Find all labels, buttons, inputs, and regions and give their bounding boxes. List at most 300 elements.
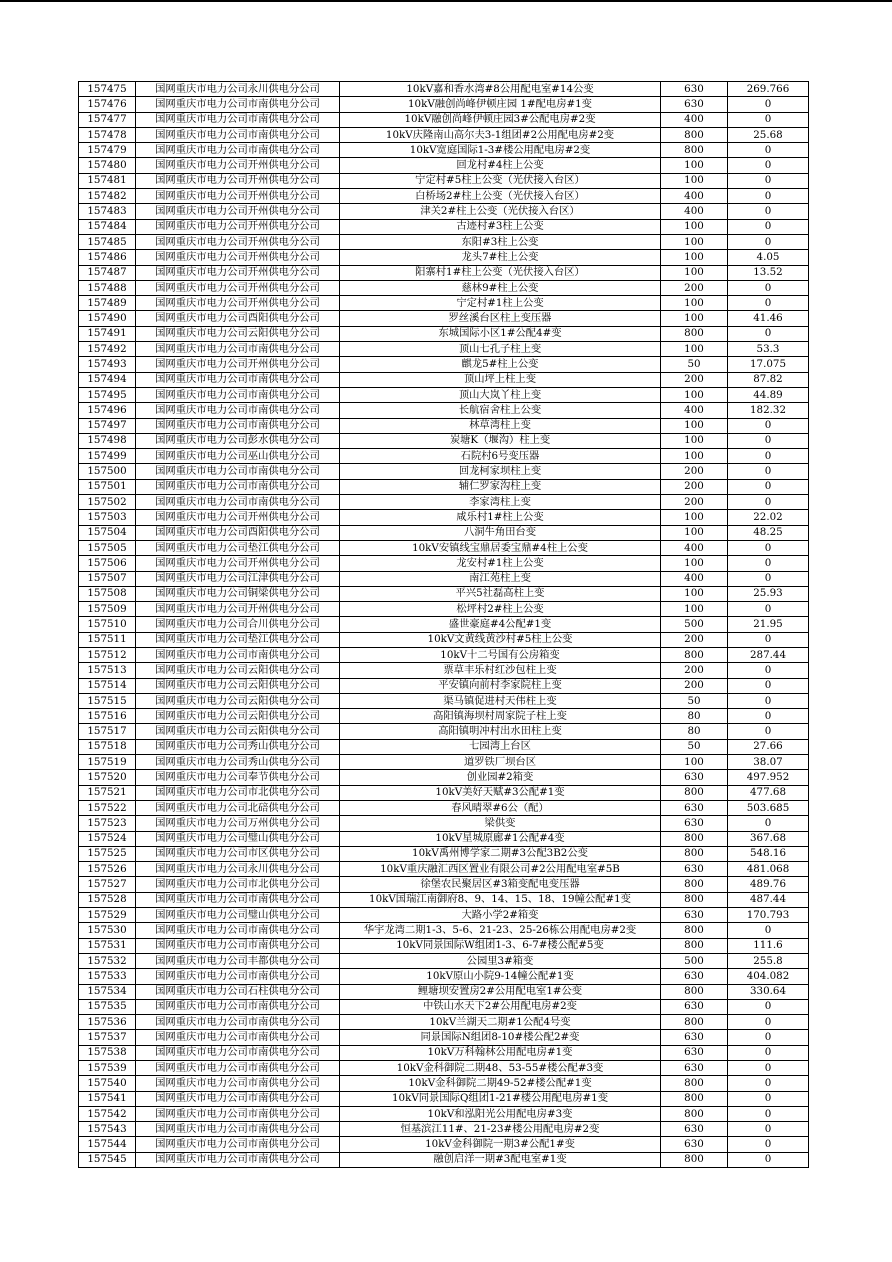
company-cell: 国网重庆市电力公司市南供电分公司 xyxy=(136,418,340,433)
value-cell: 0 xyxy=(728,97,809,112)
value-cell: 38.07 xyxy=(728,755,809,770)
transformer-name-cell: 东阳#3柱上公变 xyxy=(340,234,661,249)
capacity-cell: 100 xyxy=(661,342,728,357)
row-id-cell: 157544 xyxy=(79,1137,136,1152)
row-id-cell: 157492 xyxy=(79,342,136,357)
row-id-cell: 157533 xyxy=(79,969,136,984)
company-cell: 国网重庆市电力公司开州供电分公司 xyxy=(136,357,340,372)
transformer-name-cell: 辅仁罗家沟柱上变 xyxy=(340,479,661,494)
capacity-cell: 800 xyxy=(661,938,728,953)
company-cell: 国网重庆市电力公司市南供电分公司 xyxy=(136,1152,340,1167)
transformer-name-cell: 罗丝溪台区柱上变压器 xyxy=(340,311,661,326)
row-id-cell: 157479 xyxy=(79,143,136,158)
capacity-cell: 400 xyxy=(661,540,728,555)
value-cell: 0 xyxy=(728,709,809,724)
company-cell: 国网重庆市电力公司市南供电分公司 xyxy=(136,923,340,938)
transformer-name-cell: 10kV重庆融汇西区置业有限公司#2公用配电室#5B xyxy=(340,862,661,877)
value-cell: 548.16 xyxy=(728,846,809,861)
row-id-cell: 157524 xyxy=(79,831,136,846)
table-row xyxy=(79,602,809,617)
capacity-cell: 80 xyxy=(661,709,728,724)
table-row xyxy=(79,846,809,861)
transformer-name-cell: 10kV融创尚峰伊顿庄园3#公配电房#2变 xyxy=(340,112,661,127)
value-cell: 0 xyxy=(728,693,809,708)
value-cell: 0 xyxy=(728,1137,809,1152)
capacity-cell: 100 xyxy=(661,449,728,464)
capacity-cell: 100 xyxy=(661,234,728,249)
page-top-border xyxy=(0,0,892,2)
capacity-cell: 100 xyxy=(661,586,728,601)
capacity-cell: 200 xyxy=(661,372,728,387)
capacity-cell: 100 xyxy=(661,755,728,770)
value-cell: 0 xyxy=(728,189,809,204)
row-id-cell: 157486 xyxy=(79,250,136,265)
value-cell: 0 xyxy=(728,1152,809,1167)
value-cell: 0 xyxy=(728,326,809,341)
value-cell: 0 xyxy=(728,495,809,510)
table-row xyxy=(79,739,809,754)
company-cell: 国网重庆市电力公司市南供电分公司 xyxy=(136,1045,340,1060)
value-cell: 0 xyxy=(728,464,809,479)
company-cell: 国网重庆市电力公司市南供电分公司 xyxy=(136,143,340,158)
capacity-cell: 400 xyxy=(661,403,728,418)
value-cell: 0 xyxy=(728,280,809,295)
table-row xyxy=(79,693,809,708)
row-id-cell: 157487 xyxy=(79,265,136,280)
value-cell: 0 xyxy=(728,678,809,693)
capacity-cell: 100 xyxy=(661,219,728,234)
company-cell: 国网重庆市电力公司市南供电分公司 xyxy=(136,387,340,402)
row-id-cell: 157519 xyxy=(79,755,136,770)
transformer-name-cell: 八洞牛角田台变 xyxy=(340,525,661,540)
transformer-name-cell: 回龙柯家坝柱上变 xyxy=(340,464,661,479)
company-cell: 国网重庆市电力公司云阳供电分公司 xyxy=(136,709,340,724)
value-cell: 0 xyxy=(728,1061,809,1076)
row-id-cell: 157515 xyxy=(79,693,136,708)
transformer-name-cell: 松坪村2#柱上公变 xyxy=(340,602,661,617)
table-row xyxy=(79,387,809,402)
table-row xyxy=(79,403,809,418)
table-row xyxy=(79,969,809,984)
row-id-cell: 157531 xyxy=(79,938,136,953)
company-cell: 国网重庆市电力公司万州供电分公司 xyxy=(136,816,340,831)
capacity-cell: 100 xyxy=(661,525,728,540)
table-row xyxy=(79,632,809,647)
value-cell: 170.793 xyxy=(728,908,809,923)
row-id-cell: 157520 xyxy=(79,770,136,785)
table-row xyxy=(79,479,809,494)
row-id-cell: 157508 xyxy=(79,586,136,601)
company-cell: 国网重庆市电力公司开州供电分公司 xyxy=(136,602,340,617)
transformer-name-cell: 平兴5社磊高柱上变 xyxy=(340,586,661,601)
transformer-name-cell: 票草丰乐村红沙包柱上变 xyxy=(340,663,661,678)
table-row xyxy=(79,953,809,968)
company-cell: 国网重庆市电力公司市南供电分公司 xyxy=(136,969,340,984)
table-row xyxy=(79,984,809,999)
table-row xyxy=(79,800,809,815)
company-cell: 国网重庆市电力公司奉节供电分公司 xyxy=(136,770,340,785)
company-cell: 国网重庆市电力公司开州供电分公司 xyxy=(136,510,340,525)
row-id-cell: 157490 xyxy=(79,311,136,326)
row-id-cell: 157517 xyxy=(79,724,136,739)
transformer-name-cell: 10kV十二号国有公房箱变 xyxy=(340,647,661,662)
company-cell: 国网重庆市电力公司市南供电分公司 xyxy=(136,1015,340,1030)
capacity-cell: 200 xyxy=(661,280,728,295)
row-id-cell: 157545 xyxy=(79,1152,136,1167)
company-cell: 国网重庆市电力公司云阳供电分公司 xyxy=(136,678,340,693)
table-row xyxy=(79,357,809,372)
capacity-cell: 100 xyxy=(661,250,728,265)
company-cell: 国网重庆市电力公司市南供电分公司 xyxy=(136,1106,340,1121)
transformer-name-cell: 10kV文黄线黄沙村#5柱上公变 xyxy=(340,632,661,647)
capacity-cell: 400 xyxy=(661,112,728,127)
capacity-cell: 400 xyxy=(661,189,728,204)
table-row xyxy=(79,1137,809,1152)
table-row xyxy=(79,219,809,234)
value-cell: 0 xyxy=(728,143,809,158)
capacity-cell: 630 xyxy=(661,1045,728,1060)
table-row xyxy=(79,571,809,586)
capacity-cell: 630 xyxy=(661,97,728,112)
value-cell: 0 xyxy=(728,1076,809,1091)
row-id-cell: 157478 xyxy=(79,127,136,142)
capacity-cell: 100 xyxy=(661,173,728,188)
value-cell: 0 xyxy=(728,296,809,311)
value-cell: 269.766 xyxy=(728,82,809,97)
company-cell: 国网重庆市电力公司开州供电分公司 xyxy=(136,556,340,571)
company-cell: 国网重庆市电力公司铜梁供电分公司 xyxy=(136,586,340,601)
capacity-cell: 630 xyxy=(661,1137,728,1152)
table-row xyxy=(79,1091,809,1106)
company-cell: 国网重庆市电力公司开州供电分公司 xyxy=(136,250,340,265)
company-cell: 国网重庆市电力公司市南供电分公司 xyxy=(136,372,340,387)
value-cell: 21.95 xyxy=(728,617,809,632)
row-id-cell: 157504 xyxy=(79,525,136,540)
value-cell: 487.44 xyxy=(728,892,809,907)
transformer-name-cell: 10kV庆隆南山高尔夫3-1组团#2公用配电房#2变 xyxy=(340,127,661,142)
row-id-cell: 157540 xyxy=(79,1076,136,1091)
company-cell: 国网重庆市电力公司秀山供电分公司 xyxy=(136,739,340,754)
row-id-cell: 157503 xyxy=(79,510,136,525)
transformer-name-cell: 10kV同景国际W组团1-3、6-7#楼公配#5变 xyxy=(340,938,661,953)
company-cell: 国网重庆市电力公司北碚供电分公司 xyxy=(136,800,340,815)
row-id-cell: 157525 xyxy=(79,846,136,861)
transformer-name-cell: 10kV融创尚峰伊顿庄园 1#配电房#1变 xyxy=(340,97,661,112)
table-row xyxy=(79,82,809,97)
company-cell: 国网重庆市电力公司市南供电分公司 xyxy=(136,97,340,112)
value-cell: 287.44 xyxy=(728,647,809,662)
value-cell: 367.68 xyxy=(728,831,809,846)
value-cell: 41.46 xyxy=(728,311,809,326)
row-id-cell: 157506 xyxy=(79,556,136,571)
company-cell: 国网重庆市电力公司开州供电分公司 xyxy=(136,158,340,173)
row-id-cell: 157539 xyxy=(79,1061,136,1076)
table-row xyxy=(79,647,809,662)
capacity-cell: 800 xyxy=(661,831,728,846)
table-row xyxy=(79,1076,809,1091)
capacity-cell: 400 xyxy=(661,204,728,219)
capacity-cell: 800 xyxy=(661,984,728,999)
transformer-name-cell: 炭塘K（堰沟）柱上变 xyxy=(340,433,661,448)
table-row xyxy=(79,877,809,892)
company-cell: 国网重庆市电力公司市南供电分公司 xyxy=(136,342,340,357)
table-row xyxy=(79,999,809,1014)
capacity-cell: 100 xyxy=(661,418,728,433)
transformer-name-cell: 石院村6号变压器 xyxy=(340,449,661,464)
value-cell: 0 xyxy=(728,479,809,494)
row-id-cell: 157511 xyxy=(79,632,136,647)
table-row xyxy=(79,755,809,770)
transformer-name-cell: 南江苑柱上变 xyxy=(340,571,661,586)
transformer-name-cell: 创业园#2箱变 xyxy=(340,770,661,785)
table-row xyxy=(79,938,809,953)
value-cell: 0 xyxy=(728,234,809,249)
value-cell: 0 xyxy=(728,173,809,188)
company-cell: 国网重庆市电力公司开州供电分公司 xyxy=(136,280,340,295)
company-cell: 国网重庆市电力公司江津供电分公司 xyxy=(136,571,340,586)
table-row xyxy=(79,862,809,877)
row-id-cell: 157541 xyxy=(79,1091,136,1106)
transformer-name-cell: 恒基滨江11#、21-23#楼公用配电房#2变 xyxy=(340,1122,661,1137)
company-cell: 国网重庆市电力公司璧山供电分公司 xyxy=(136,908,340,923)
company-cell: 国网重庆市电力公司秀山供电分公司 xyxy=(136,755,340,770)
value-cell: 17.075 xyxy=(728,357,809,372)
transformer-name-cell: 公园里3#箱变 xyxy=(340,953,661,968)
company-cell: 国网重庆市电力公司市南供电分公司 xyxy=(136,1061,340,1076)
row-id-cell: 157483 xyxy=(79,204,136,219)
table-row xyxy=(79,449,809,464)
transformer-name-cell: 白桥场2#柱上公变（光伏接入台区） xyxy=(340,189,661,204)
row-id-cell: 157535 xyxy=(79,999,136,1014)
value-cell: 477.68 xyxy=(728,785,809,800)
value-cell: 404.082 xyxy=(728,969,809,984)
transformer-name-cell: 阳寨村1#柱上公变（光伏接入台区） xyxy=(340,265,661,280)
company-cell: 国网重庆市电力公司市区供电分公司 xyxy=(136,846,340,861)
capacity-cell: 630 xyxy=(661,1061,728,1076)
transformer-name-cell: 七园湾上台区 xyxy=(340,739,661,754)
table-row xyxy=(79,892,809,907)
company-cell: 国网重庆市电力公司市北供电分公司 xyxy=(136,785,340,800)
row-id-cell: 157489 xyxy=(79,296,136,311)
transformer-name-cell: 10kV宽庭国际1-3#楼公用配电房#2变 xyxy=(340,143,661,158)
capacity-cell: 100 xyxy=(661,510,728,525)
capacity-cell: 50 xyxy=(661,693,728,708)
value-cell: 330.64 xyxy=(728,984,809,999)
capacity-cell: 500 xyxy=(661,953,728,968)
row-id-cell: 157543 xyxy=(79,1122,136,1137)
transformer-name-cell: 盛世豪庭#4公配#1变 xyxy=(340,617,661,632)
row-id-cell: 157481 xyxy=(79,173,136,188)
capacity-cell: 800 xyxy=(661,1076,728,1091)
row-id-cell: 157521 xyxy=(79,785,136,800)
value-cell: 0 xyxy=(728,158,809,173)
row-id-cell: 157532 xyxy=(79,953,136,968)
transformer-name-cell: 同景国际N组团8-10#楼公配2#变 xyxy=(340,1030,661,1045)
table-row xyxy=(79,724,809,739)
transformer-name-cell: 咸乐村1#柱上公变 xyxy=(340,510,661,525)
transformer-name-cell: 10kV安镇线宝鼎居委宝鼎#4柱上公变 xyxy=(340,540,661,555)
value-cell: 0 xyxy=(728,1091,809,1106)
row-id-cell: 157475 xyxy=(79,82,136,97)
value-cell: 0 xyxy=(728,1045,809,1060)
transformer-name-cell: 春风晴翠#6公（配） xyxy=(340,800,661,815)
transformer-name-cell: 大路小学2#箱变 xyxy=(340,908,661,923)
table-row xyxy=(79,97,809,112)
company-cell: 国网重庆市电力公司云阳供电分公司 xyxy=(136,724,340,739)
value-cell: 0 xyxy=(728,816,809,831)
transformer-name-cell: 宁定村#5柱上公变（光伏接入台区） xyxy=(340,173,661,188)
row-id-cell: 157505 xyxy=(79,540,136,555)
value-cell: 0 xyxy=(728,433,809,448)
row-id-cell: 157514 xyxy=(79,678,136,693)
company-cell: 国网重庆市电力公司巫山供电分公司 xyxy=(136,449,340,464)
value-cell: 0 xyxy=(728,999,809,1014)
table-row xyxy=(79,709,809,724)
capacity-cell: 630 xyxy=(661,862,728,877)
transformer-name-cell: 10kV和泓阳光公用配电房#3变 xyxy=(340,1106,661,1121)
table-row xyxy=(79,311,809,326)
company-cell: 国网重庆市电力公司酉阳供电分公司 xyxy=(136,525,340,540)
row-id-cell: 157501 xyxy=(79,479,136,494)
transformer-name-cell: 李家湾柱上变 xyxy=(340,495,661,510)
transformer-name-cell: 东城国际小区1#公配4#变 xyxy=(340,326,661,341)
row-id-cell: 157500 xyxy=(79,464,136,479)
capacity-cell: 630 xyxy=(661,1030,728,1045)
company-cell: 国网重庆市电力公司云阳供电分公司 xyxy=(136,693,340,708)
transformer-name-cell: 宁定村#1柱上公变 xyxy=(340,296,661,311)
capacity-cell: 630 xyxy=(661,969,728,984)
row-id-cell: 157529 xyxy=(79,908,136,923)
value-cell: 0 xyxy=(728,449,809,464)
transformer-name-cell: 融创启洋一期#3配电室#1变 xyxy=(340,1152,661,1167)
capacity-cell: 100 xyxy=(661,296,728,311)
value-cell: 0 xyxy=(728,724,809,739)
capacity-cell: 100 xyxy=(661,265,728,280)
company-cell: 国网重庆市电力公司市北供电分公司 xyxy=(136,877,340,892)
company-cell: 国网重庆市电力公司市南供电分公司 xyxy=(136,1137,340,1152)
value-cell: 22.02 xyxy=(728,510,809,525)
table-row xyxy=(79,280,809,295)
row-id-cell: 157536 xyxy=(79,1015,136,1030)
capacity-cell: 800 xyxy=(661,127,728,142)
capacity-cell: 400 xyxy=(661,571,728,586)
row-id-cell: 157507 xyxy=(79,571,136,586)
transformer-name-cell: 长航宿舍柱上公变 xyxy=(340,403,661,418)
capacity-cell: 800 xyxy=(661,877,728,892)
row-id-cell: 157516 xyxy=(79,709,136,724)
table-row xyxy=(79,112,809,127)
table-row xyxy=(79,342,809,357)
row-id-cell: 157480 xyxy=(79,158,136,173)
capacity-cell: 800 xyxy=(661,892,728,907)
value-cell: 25.68 xyxy=(728,127,809,142)
company-cell: 国网重庆市电力公司云阳供电分公司 xyxy=(136,663,340,678)
transformer-name-cell: 10kV原山小院9-14幢公配#1变 xyxy=(340,969,661,984)
table-row xyxy=(79,556,809,571)
transformer-name-cell: 顶山大岚丫柱上变 xyxy=(340,387,661,402)
capacity-cell: 80 xyxy=(661,724,728,739)
capacity-cell: 100 xyxy=(661,311,728,326)
table-row xyxy=(79,326,809,341)
table-row xyxy=(79,1045,809,1060)
value-cell: 497.952 xyxy=(728,770,809,785)
value-cell: 0 xyxy=(728,602,809,617)
company-cell: 国网重庆市电力公司丰都供电分公司 xyxy=(136,953,340,968)
company-cell: 国网重庆市电力公司市南供电分公司 xyxy=(136,112,340,127)
company-cell: 国网重庆市电力公司开州供电分公司 xyxy=(136,219,340,234)
value-cell: 27.66 xyxy=(728,739,809,754)
transformer-name-cell: 10kV禹州博学家二期#3公配3B2公变 xyxy=(340,846,661,861)
table-row xyxy=(79,143,809,158)
transformer-name-cell: 高阳镇海坝村周家院子柱上变 xyxy=(340,709,661,724)
transformer-name-cell: 10kV同景国际Q组团1-21#楼公用配电房#1变 xyxy=(340,1091,661,1106)
company-cell: 国网重庆市电力公司云阳供电分公司 xyxy=(136,326,340,341)
transformer-name-cell: 10kV星城原廊#1公配#4变 xyxy=(340,831,661,846)
row-id-cell: 157477 xyxy=(79,112,136,127)
capacity-cell: 800 xyxy=(661,1106,728,1121)
transformer-name-cell: 渠马镇促进村天伟柱上变 xyxy=(340,693,661,708)
capacity-cell: 500 xyxy=(661,617,728,632)
value-cell: 48.25 xyxy=(728,525,809,540)
table-row xyxy=(79,540,809,555)
row-id-cell: 157476 xyxy=(79,97,136,112)
value-cell: 0 xyxy=(728,1015,809,1030)
value-cell: 503.685 xyxy=(728,800,809,815)
value-cell: 0 xyxy=(728,219,809,234)
capacity-cell: 200 xyxy=(661,678,728,693)
transformer-name-cell: 高阳镇明冲村出水田柱上变 xyxy=(340,724,661,739)
company-cell: 国网重庆市电力公司彭水供电分公司 xyxy=(136,433,340,448)
table-row xyxy=(79,617,809,632)
capacity-cell: 800 xyxy=(661,647,728,662)
company-cell: 国网重庆市电力公司市南供电分公司 xyxy=(136,403,340,418)
row-id-cell: 157510 xyxy=(79,617,136,632)
table-row xyxy=(79,127,809,142)
row-id-cell: 157509 xyxy=(79,602,136,617)
transformer-name-cell: 华宇龙湾二期1-3、5-6、21-23、25-26栋公用配电房#2变 xyxy=(340,923,661,938)
row-id-cell: 157491 xyxy=(79,326,136,341)
table-row xyxy=(79,372,809,387)
value-cell: 0 xyxy=(728,571,809,586)
row-id-cell: 157494 xyxy=(79,372,136,387)
capacity-cell: 200 xyxy=(661,632,728,647)
capacity-cell: 100 xyxy=(661,602,728,617)
company-cell: 国网重庆市电力公司开州供电分公司 xyxy=(136,189,340,204)
transformer-name-cell: 慈林9#柱上公变 xyxy=(340,280,661,295)
company-cell: 国网重庆市电力公司永川供电分公司 xyxy=(136,82,340,97)
transformer-name-cell: 10kV国瑞江南御府8、9、14、15、18、19幢公配#1变 xyxy=(340,892,661,907)
company-cell: 国网重庆市电力公司市南供电分公司 xyxy=(136,999,340,1014)
company-cell: 国网重庆市电力公司开州供电分公司 xyxy=(136,173,340,188)
table-row xyxy=(79,908,809,923)
row-id-cell: 157523 xyxy=(79,816,136,831)
table-row xyxy=(79,1015,809,1030)
value-cell: 44.89 xyxy=(728,387,809,402)
transformer-name-cell: 平安镇向前村李家院柱上变 xyxy=(340,678,661,693)
capacity-cell: 200 xyxy=(661,663,728,678)
table-row xyxy=(79,1061,809,1076)
table-row xyxy=(79,923,809,938)
capacity-cell: 200 xyxy=(661,479,728,494)
capacity-cell: 630 xyxy=(661,908,728,923)
value-cell: 0 xyxy=(728,1030,809,1045)
capacity-cell: 100 xyxy=(661,556,728,571)
company-cell: 国网重庆市电力公司垫江供电分公司 xyxy=(136,540,340,555)
value-cell: 87.82 xyxy=(728,372,809,387)
value-cell: 0 xyxy=(728,1122,809,1137)
capacity-cell: 630 xyxy=(661,770,728,785)
row-id-cell: 157538 xyxy=(79,1045,136,1060)
